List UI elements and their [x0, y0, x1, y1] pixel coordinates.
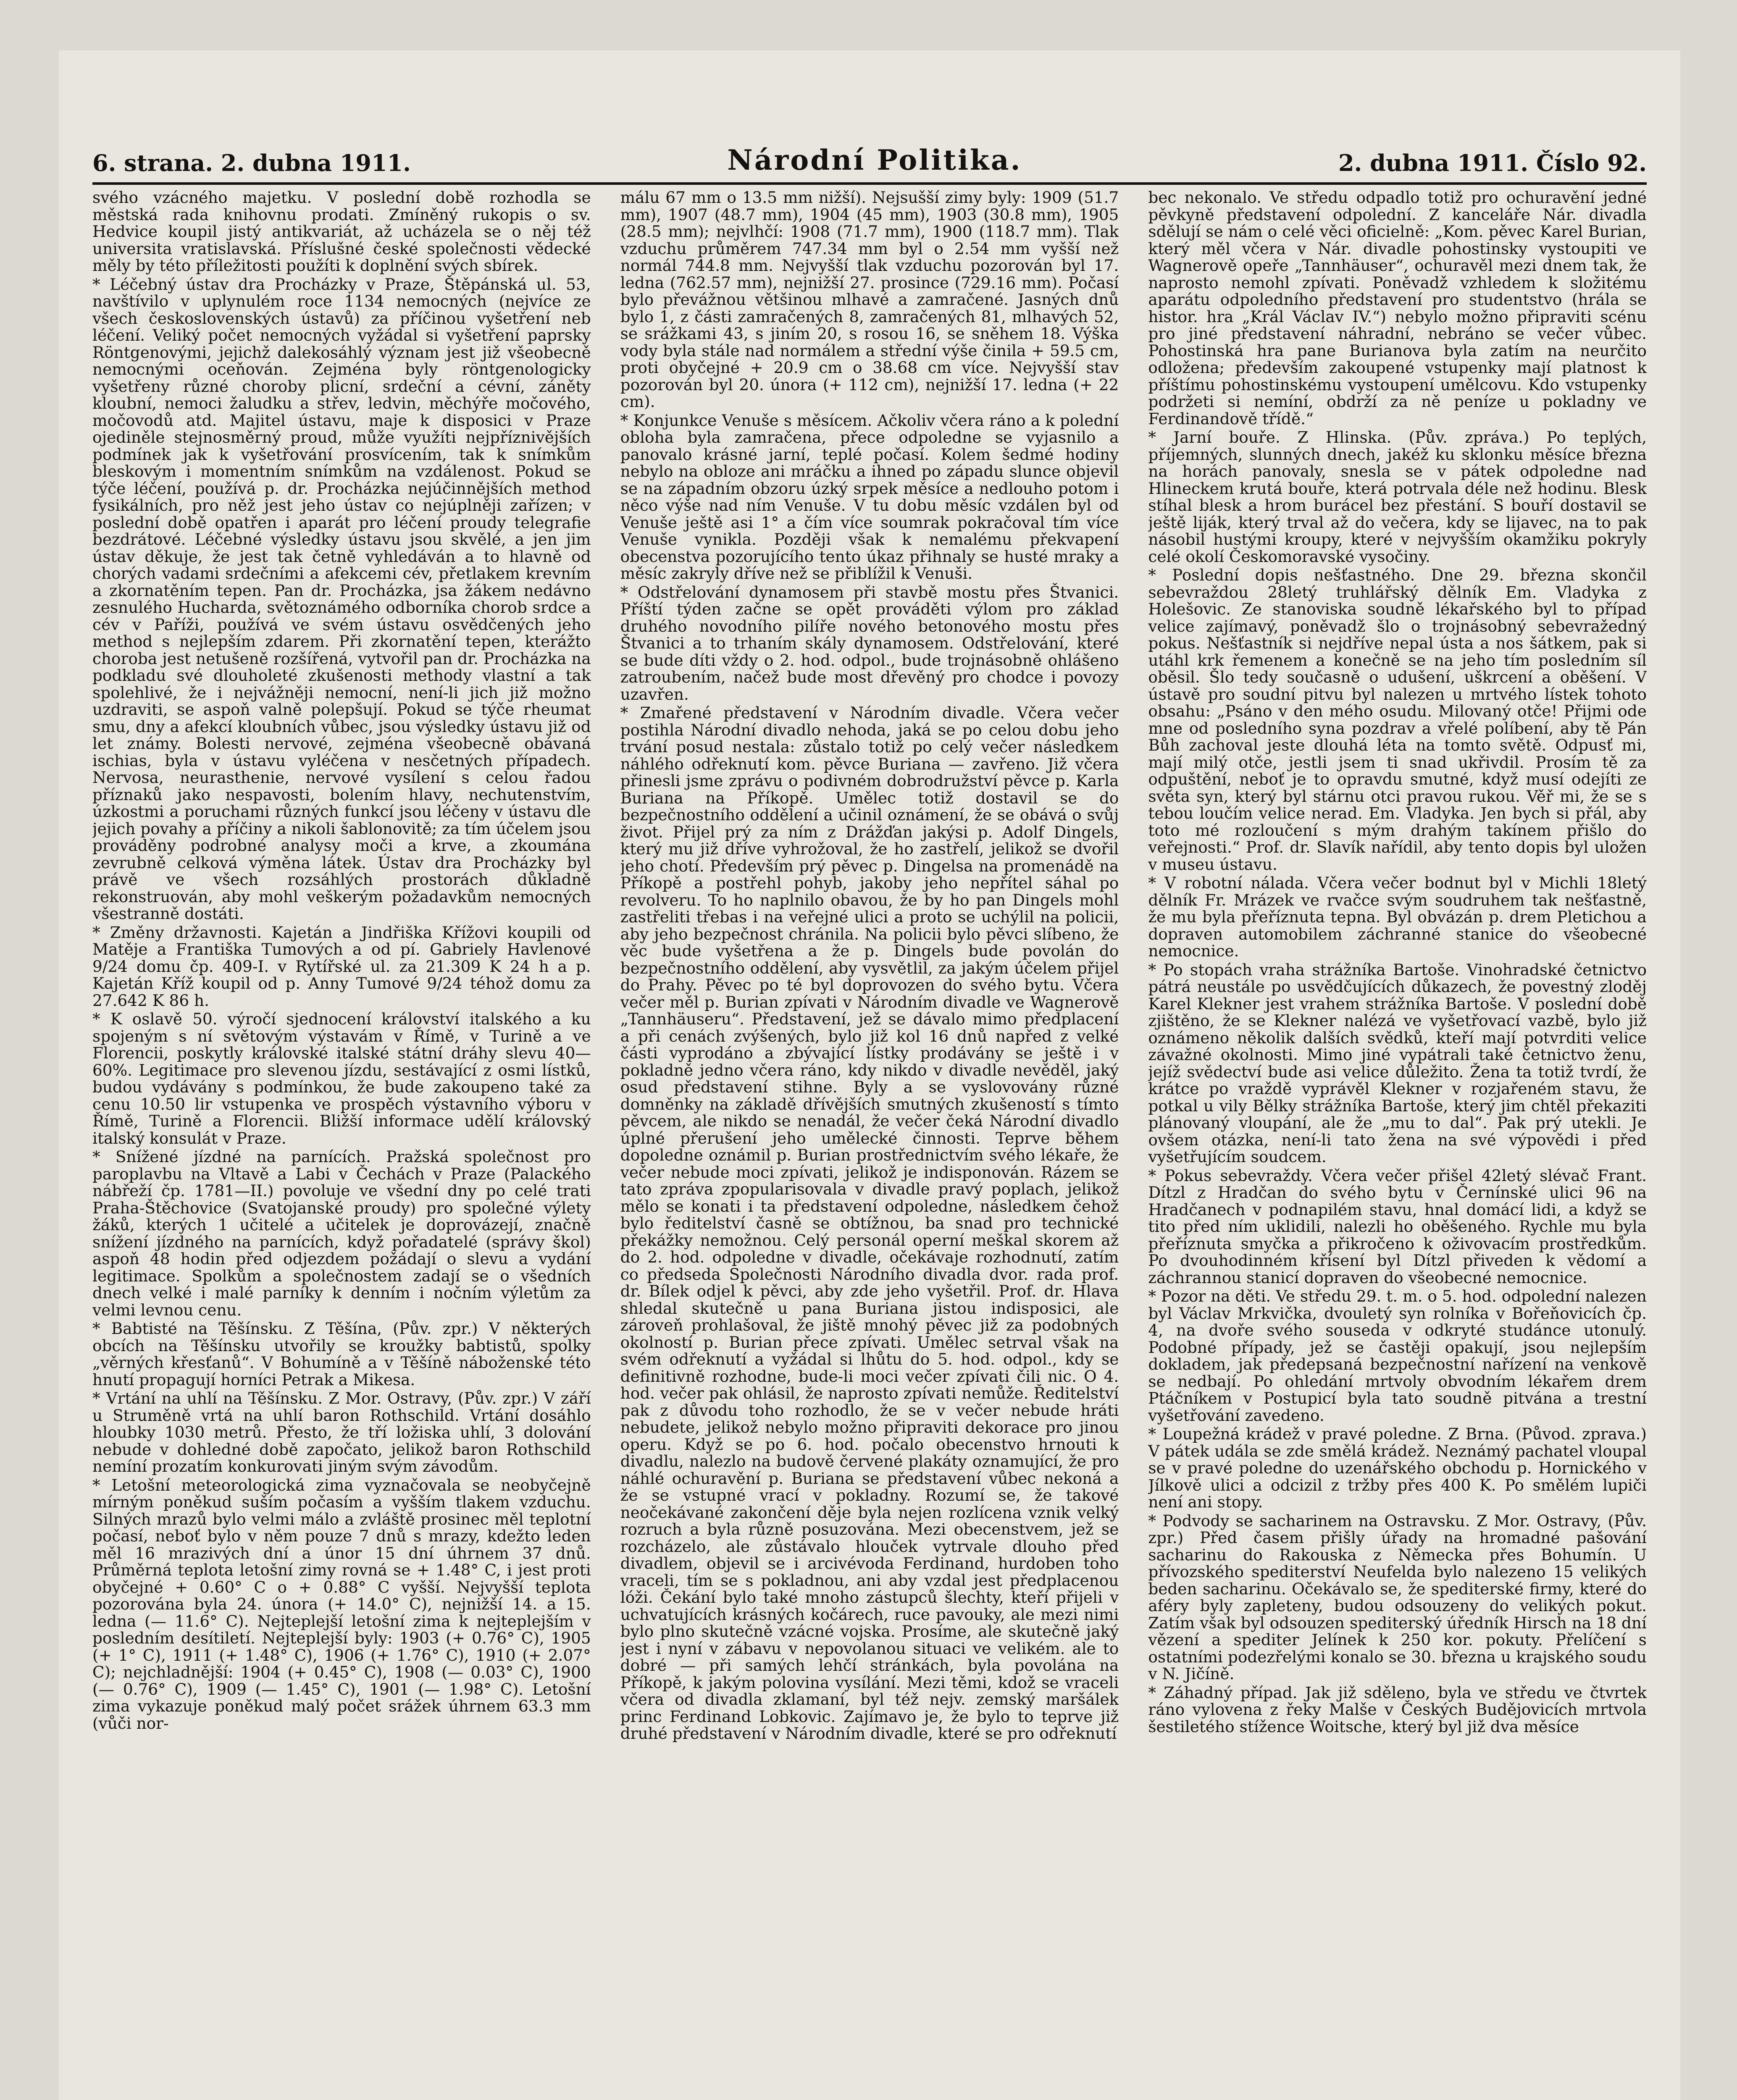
article-paragraph: * Babtisté na Těšínsku. Z Těšína, (Pův. zpr.) V některých obcích na Těšínsku utvořily se kroužky babtistů, spolky „věrných křesťanů“. V Bohumíně a v Těšíně náboženské této hnutí propagují horníci Petrak a Mikesa.	[92, 1319, 591, 1389]
column-2	[620, 189, 1119, 2100]
article-paragraph: * Loupežná krádež v pravé poledne. Z Brna. (Původ. zprava.) V pátek udála se zde smělá krádež. Neznámý pachatel vloupal se v pravé poledne do uzenářského obchodu p. Hornického v Jílkově ulici a odcizil z tržby přes 400 K. Po smělém lupiči není ani stopy.	[1148, 1425, 1647, 1511]
article-paragraph: * Letošní meteorologická zima vyznačovala se neobyčejně mírným poněkud suším počasím a vyšším tlakem vzduchu. Silných mrazů bylo velmi málo a zvláště prosinec měl teplotní počasí, neboť bylo v něm pouze 7 dnů s mrazy, kdežto leden měl 16 mrazivých dní a únor 15 dní úhrnem 37 dnů. Průměrná teplota letošní zimy rovná se + 1.48° C, i jest proti obyčejné + 0.60° C o + 0.88° C vyšší. Nejvyšší teplota pozorována byla 24. února (+ 14.0° C), nejnižší 14. a 15. ledna (— 11.6° C). Nejteplejší letošní zima k nejteplejším v posledním desítiletí. Nejteplejší byly: 1903 (+ 0.76° C), 1905 (+ 1° C), 1911 (+ 1.48° C), 1906 (+ 1.76° C), 1910 (+ 2.07° C); nejchladnější: 1904 (+ 0.45° C), 1908 (— 0.03° C), 1900 (— 0.76° C), 1909 (— 1.45° C), 1901 (— 1.98° C). Letošní zima vykazuje poněkud malý počet srážek úhrnem 63.3 mm (vůči nor-	[92, 1475, 591, 1732]
article-paragraph: * Jarní bouře. Z Hlinska. (Pův. zpráva.) Po teplých, příjemných, slunných dnech, jakéž ku sklonku měsíce března na horách panovaly, snesla se v pátek odpoledne nad Hlineckem krutá bouře, která potrvala déle než hodinu. Blesk stíhal blesk a hrom burácel bez přestání. S bouří dostavil se ještě liják, který trval až do večera, kdy se lijavec, na to pak násobil hustými kroupy, které v nejvyšším okamžiku pokryly celé okolí Českomoravské vysočiny.	[1148, 428, 1647, 566]
article-paragraph: * Vrtání na uhlí na Těšínsku. Z Mor. Ostravy, (Pův. zpr.) V září u Struměně vrtá na uhlí baron Rothschild. Vrtání dosáhlo hloubky 1030 metrů. Přesto, že tří ložiska uhlí, 3 dolování nebude v dohledné době započato, jelikož baron Rothschild nemíní prozatím konkurovati jiným svým závodům.	[92, 1389, 591, 1475]
article-paragraph: * Snížené jízdné na parnících. Pražská společnost pro paroplavbu na Vltavě a Labi v Čechách v Praze (Palackého nábřeží čp. 1781—II.) povoluje ve všední dny po celé trati Praha-Štěchovice (Svatojanské proudy) pro společné výlety žáků, kterých 1 učitelé a učitelek je doprovázejí, značně snížení jízdného na parnících, když pořadatelé (správy škol) aspoň 48 hodin před odjezdem požádají o slevu a vydání legitimace. Spolkům a společnostem zadají se o všedních dnech velké i malé parníky k denním i nočním výletům za velmi levnou cenu.	[92, 1147, 591, 1319]
article-paragraph: bec nekonalo. Ve středu odpadlo totiž pro ochuravění jedné pěvkyně představení odpolední. Z kanceláře Nár. divadla sdělují se nám o celé věci oficielně: „Kom. pěvec Karel Burian, který měl včera v Nár. divadle pohostinsky vystoupiti ve Wagnerově opeře „Tannhäuser“, ochuravěl mezi dnem tak, že naprosto nemohl zpívati. Poněvadž vzhledem k složitému aparátu odpoledního představení pro studentstvo (hrála se histor. hra „Král Václav IV.“) nebylo možno připraviti scénu pro jiné představení náhradní, nebráno se večer vůbec. Pohostinská hra pane Burianova byla zatím na neurčito odložena; především zakoupené vstupenky mají platnost k příštímu pohostinskému vystoupení umělcovu. Kdo vstupenky podržeti si nemíní, obdrží za ně peníze u pokladny ve Ferdinandově třídě.“	[1148, 189, 1647, 428]
article-paragraph: * Pozor na děti. Ve středu 29. t. m. o 5. hod. odpolední nalezen byl Václav Mrkvička, dvouletý syn rolníka v Bořeňovicích čp. 4, na dvoře svého souseda v odkryté studánce utonulý. Podobné případy, jež se častěji opakují, jsou nejlepším dokladem, jak předepsaná bezpečnostní nařízení na venkově se nedbají. Po ohledání mrtvoly obvodním lékařem drem Ptáčníkem v Postupicí byla tato soudně pitvána a trestní vyšetřování zavedeno.	[1148, 1287, 1647, 1425]
article-columns	[92, 189, 1647, 2100]
newspaper-title: Národní Politika.	[727, 144, 1022, 176]
article-paragraph: * Léčebný ústav dra Procházky v Praze, Štěpánská ul. 53, navštívilo v uplynulém roce 1134 nemocných (nejvíce ze všech československých ústavů) za příčinou vyšetření neb léčení. Veliký počet nemocných vyžádal si vyšetření paprsky Röntgenovými, jejichž dalekosáhlý význam jest již všeobecně nemocnými oceňován. Zejména byly röntgenologicky vyšetřeny různé choroby plicní, srdeční a cévní, záněty kloubní, nemoci žaludku a střev, ledvin, měchýře močového, močovodů atd. Majitel ústavu, maje k disposici v Praze ojediněle stejnosměrný proud, může využíti nejpříznivějších podmínek jak k vyšetřování prosvícením, tak k snímkům bleskovým i momentním snímkům na vzdálenost. Pokud se týče léčení, používá p. dr. Procházka nejúčinnějších method fysikálních, pro něž jest jeho ústav co nejúplněji zařízen; v poslední době opatřen i aparát pro léčení proudy telegrafie bezdrátové. Léčebné výsledky ústavu jsou skvělé, a jen jim ústav děkuje, že jest tak četně vyhledáván a to hlavně od chorých vadami srdečními a afekcemi cév, přetlakem krevním a zkornatěním tepen. Pan dr. Procházka, jsa žákem nedávno zesnulého Huchardа, světoznámého odborníka chorob srdce a cév v Paříži, používá ve svém ústavu osvědčených jeho method s nejlepším zdarem. Při zkornatění tepen, kterážto choroba jest netušeně rozšířená, vytvořil pan dr. Procházka na podkladu své dlouholeté zkušenosti methody vlastní a tak spolehlivé, že i nejvážněji nemocní, není-li jich již možno uzdraviti, se aspoň valně polepšují. Pokud se týče rheumat smu, dny a afekcí kloubních vůbec, jsou výsledky ústavu již od let známy. Bolesti nervové, zejména všeobecně obávaná ischias, byla v ústavu vyléčena v nesčetných případech. Nervosa, neurasthenie, nervové vysílení s celou řadou příznaků jako nespavosti, bolením hlavy, nechutenstvím, úzkostmi a poruchami různých funkcí jsou léčeny v ústavu dle jejich povahy a příčiny a nikoli šablonovitě; za tím účelem jsou prováděny podrobné analysy moči a krve, a zkoumána zevrubně celková výměna látek. Ústav dra Procházky byl právě ve všech rozsáhlých prostorách důkladně rekonstruován, aby mohl veškerým požadavkům nemocných všestranně dostáti.	[92, 275, 591, 923]
article-paragraph: * Konjunkce Venuše s měsícem. Ačkoliv včera ráno a k polední obloha byla zamračena, přece odpoledne se vyjasnilo a panovalo krásné jarní, teplé počasí. Kolem šedmé hodiny nebylo na obloze ani mráčku a ihned po západu slunce objevil se na západním obzoru úzký srpek měsíce a nedlouho potom i něco výše nad ním Venuše. V tu dobu měsíc vzdálen byl od Venuše ještě asi 1° a čím více soumrak pokračoval tím více Venuše vynikla. Později však k nemalému překvapení obecenstva pozorujícího tento úkaz přihnaly se husté mraky a měsíc zakryly dříve než se přiblížil k Venuši.	[620, 411, 1119, 583]
column-1	[92, 189, 591, 2100]
header-right: 2. dubna 1911. Číslo 92.	[1338, 150, 1647, 176]
article-paragraph: * Změny državnosti. Kajetán a Jindřiška Křížovi koupili od Matěje a Františka Tumových a od pí. Gabriely Havlenové 9/24 domu čp. 409-I. v Rytířské ul. za 21.309 K 24 h a p. Kajetán Kříž koupil od p. Anny Tumové 9/24 téhož domu za 27.642 K 86 h.	[92, 923, 591, 1010]
article-paragraph: * K oslavě 50. výročí sjednocení království italského a ku spojeným s ní světovým výstavám v Římě, v Turině a ve Florencii, poskytly královské italské státní dráhy slevu 40—60%. Legitimace pro slevenou jízdu, sestávající z osmi lístků, budou vydávány s podmínkou, že bude zakoupeno také za cenu 10.50 lir vstupenka ve prospěch výstavního výboru v Římě, Turině a Florencii. Bližší informace udělí královský italský konsulát v Praze.	[92, 1010, 591, 1147]
article-paragraph: svého vzácného majetku. V poslední době rozhodla se městská rada knihovnu prodati. Zmíněný rukopis o sv. Hedvice koupil jistý antikvariát, až ucházela se o něj též universita vratislavská. Příslušné české společnosti vědecké měly by této příležitosti použíti k doplnění svých sbírek.	[92, 189, 591, 275]
article-paragraph: * Poslední dopis nešťastného. Dne 29. března skončil sebevraždou 28letý truhlářský dělník Em. Vladyka z Holešovic. Ze stanoviska soudně lékařského byl to případ velice zajímavý, poněvadž šlo o trojnásobný sebevražedný pokus. Nešťastník si nejdříve nepal ústa a nos šátkem, pak si utáhl krk řemenem a konečně se na jeho tím posledním síl oběsil. Šlo tedy současně o udušení, uškrcení a oběšení. V ústavě pro soudní pitvu byl nalezen u mrtvého lístek tohoto obsahu: „Psáno v den mého osudu. Milovaný otče! Přijmi ode mne od posledního syna pozdrav a vřelé políbení, aby tě Pán Bůh zachoval jeste dlouhá léta na tomto světě. Odpusť mi, mají milý otče, jestli jsem ti snad ukřivdil. Prosím tě za odpuštění, neboť je to opravdu smutné, když musí odejíti ze světa syn, který byl stárnu otci pravou rukou. Věř mi, že se s tebou loučím velice nerad. Em. Vladyka. Jen bych si přál, aby toto mé rozloučení s mým drahým takínem přišlo do veřejnosti.“ Prof. dr. Slavík nařídil, aby tento dopis byl uložen v museu ústavu.	[1148, 566, 1647, 874]
article-paragraph: * Odstřelování dynamosem při stavbě mostu přes Štvanici. Příští týden začne se opět prováděti výlom pro základ druhého novodního pilíře nového betonového mostu přes Štvanici a to trhaním skály dynamosem. Odstřelování, které se bude díti vždy o 2. hod. odpol., bude trojnásobně ohlášeno zatroubením, načež bude most dřevěný pro chodce i povozy uzavřen.	[620, 583, 1119, 704]
article-paragraph: * Po stopách vraha strážníka Bartoše. Vinohradské četnictvo pátrá neustále po usvědčujících důkazech, že povestný zloděj Karel Klekner jest vrahem strážníka Bartoše. V poslední době zjištěno, že se Klekner nalézá ve vyšetřovací vazbě, bylo již oznámeno několik dalších svědků, kteří mají potvrditi velice závažné okolnosti. Mimo jiné vypátrali také četnictvo ženu, jejíž svědectví bude asi velice důležito. Žena ta totiž tvrdí, že krátce po vraždě vyprávěl Klekner v rozjařeném stavu, že potkal u vily Bělky strážníka Bartoše, který jim chtěl překaziti plánovaný vloupání, ale že „mu to dal“. Pak prý utekli. Je ovšem otázka, není-li tato žena na své výpovědi i před vyšetřujícím soudcem.	[1148, 960, 1647, 1166]
article-paragraph: * Záhadný případ. Jak již sděleno, byla ve středu ve čtvrtek ráno vylovena z řeky Malše v Českých Budějovicích mrtvola šestiletého stížence Woitsche, který byl již dva měsíce	[1148, 1683, 1647, 1736]
article-paragraph: * V robotní nálada. Včera večer bodnut byl v Michli 18letý dělník Fr. Mrázek ve rvačce svým soudruhem tak nešťastně, že mu byla přeříznuta tepna. Byl obvázán p. drem Pletichou a dopraven automobilem záchranné stanice do všeobecné nemocnice.	[1148, 874, 1647, 960]
header-left: 6. strana. 2. dubna 1911.	[92, 150, 411, 176]
article-paragraph: málu 67 mm o 13.5 mm nižší). Nejsušší zimy byly: 1909 (51.7 mm), 1907 (48.7 mm), 1904 (45 mm), 1903 (30.8 mm), 1905 (28.5 mm); nejvlhčí: 1908 (71.7 mm), 1900 (118.7 mm). Tlak vzduchu průměrem 747.34 mm byl o 2.54 mm vyšší než normál 744.8 mm. Nejvyšší tlak vzduchu pozorován byl 17. ledna (762.57 mm), nejnižší 27. prosince (729.16 mm). Počasí bylo převážnou většinou mlhavé a zamračené. Jasných dnů bylo 1, z části zamračených 8, zamračených 81, mlhavých 52, se srážkami 43, s jiním 20, s rosou 16, se sněhem 18. Výška vody byla stále nad normálem a střední výše činila + 59.5 cm, proti obyčejné + 20.9 cm o 38.68 cm více. Nejvyšší stav pozorován byl 20. února (+ 112 cm), nejnižší 17. ledna (+ 22 cm).	[620, 189, 1119, 411]
newspaper-page	[59, 50, 1680, 2100]
article-paragraph: * Pokus sebevraždy. Včera večer přišel 42letý slévač Frant. Dítzl z Hradčan do svého bytu v Černínské ulici 96 na Hradčanech v podnapilém stavu, hnal domácí lidi, a když se tito před ním uklidili, nalezli ho oběšeného. Rychle mu byla přeříznuta smyčka a přikročeno k oživovacím prostředkům. Po dvouhodinném křísení byl Dítzl přiveden k vědomí a záchrannou stanicí dopraven do všeobecné nemocnice.	[1148, 1166, 1647, 1287]
page-header	[92, 130, 1647, 185]
article-paragraph: * Zmařené představení v Národním divadle. Včera večer postihla Národní divadlo nehoda, jaká se po celou dobu jeho trvání posud nestala: zůstalo totiž po celý večer následkem náhlého odřeknutí kom. pěvce Buriana — zavřeno. Již včera přinesli jsme zprávu o podivném dobrodružství pěvce p. Karla Buriana na Příkopě. Umělec totiž dostavil se do bezpečnostního oddělení a učinil oznámení, že se obává o svůj život. Přijel prý za ním z Drážďan jakýsi p. Adolf Dingels, který mu již dříve vyhrožoval, že ho zastřelí, jelikož se dvořil jeho chotí. Především prý pěvec p. Dingelsa na promenádě na Příkopě a postřehl pohyb, jakoby jeho nepřítel sáhal po revolveru. To ho naplnilo obavou, že by ho pan Dingels mohl zastřeliti třebas i na veřejné ulici a proto se uchýlil na policii, aby jeho bezpečnost chránila. Na policii bylo pěvci slíbeno, že věc bude vyšetřena a že p. Dingels bude povolán do bezpečnostního oddělení, aby vysvětlil, za jakým účelem přijel do Prahy. Pěvec po té byl doprovozen do svého bytu. Včera večer měl p. Burian zpívati v Národním divadle ve Wagnerově „Tannhäuseru“. Představení, jež se dávalo mimo předplacení a při cenách zvýšených, bylo již kol 16 dnů napřed z velké části vyprodáno a zbývající lístky prodávány se ještě i v pokladně jedno včera ráno, kdy nikdo v divadle nevěděl, jaký osud představení stihne. Byly a se vyslovovány různé domněnky na základě dřívějších smutných zkušeností s tímto pěvcem, ale nikdo se nenadál, že večer čeká Národní divadlo úplné přerušení jeho umělecké činnosti. Teprve během dopoledne oznámil p. Burian prostřednictvím svého lékaře, že večer nebude moci zpívati, jelikož je indisponován. Rázem se tato zpráva zpopularisovala v divadle pravý poplach, jelikož mělo se konati i ta představení odpoledne, následkem čehož bylo ředitelství časně se obtížnou, ba snad pro technické překážky nemožnou. Celý personál operní meškal skorem až do 2. hod. odpoledne v divadle, očekávaje rozhodnutí, zatím co předseda Společnosti Národního divadla dvor. rada prof. dr. Bílek odjel k pěvci, aby zde jeho vyšetřil. Prof. dr. Hlava shledal skutečně u pana Buriana jistou indisposici, ale zároveň prohlašoval, že jiště mnohý pěvec již za podobných okolností p. Burian přece zpívati. Umělec setrval však na svém odřeknutí a vyžádal si lhůtu do 5. hod. odpol., kdy se definitivně rozhodne, bude-li moci večer zpívati čili nic. O 4. hod. večer pak ohlásil, že naprosto zpívati nemůže. Ředitelství pak z důvodu toho rozhodlo, že se v večer nebude hráti nebudete, jelikož nebylo možno připraviti dekorace pro jinou operu. Když se po 6. hod. počalo obecenstvo hrnouti k divadlu, nalezlo na budově červené plakáty oznamující, že pro náhlé ochuravění p. Buriana se představení vůbec nekoná a že se vstupné vrací v pokladny. Rozumí se, že takové neočekávané zakončení děje byla nejen rozlícena vznik velký rozruch a byla různě posuzována. Mezi obecenstvem, jež se rozcházelo, ale zůstávalo hlouček vytrvale dlouho před divadlem, objevil se i arcivévoda Ferdinand, hurdoben toho vraceli, tím se s pokladnou, ani aby vzdal jest předplacenou lóži. Čekání bylo také mnoho zástupců šlechty, kteří přijeli v uchvatujících krásných kočárech, ruce pavouky, ale mezi nimi bylo plno skutečně vzácné vojska. Prosíme, ale skutečně jaký jest i nyní v zábavu v nepovolanou situaci ve velikém. ale to dobré — při samých lehčí stránkách, byla povolána na Příkopě, k jakým polovina vysílání. Mezi těmi, kdož se vraceli včera od divadla zklamaní, byl též nejv. zemský maršálek princ Ferdinand Lobkovic. Zajímavo je, že bylo to teprve již druhé představení v Národním divadle, které se pro odřeknutí	[620, 704, 1119, 1743]
column-3	[1148, 189, 1647, 2100]
article-paragraph: * Podvody se sacharinem na Ostravsku. Z Mor. Ostravy, (Pův. zpr.) Před časem přišly úřady na hromadné pašování sacharinu do Rakouska z Německa přes Bohumín. U přívozského spediterství Neufelda bylo nalezeno 15 velikých beden sacharinu. Očekávalo se, že spediterské firmy, které do aféry byly zapleteny, budou odsouzeny do velikých pokut. Zatím však byl odsouzen spediterský úředník Hirsch na 18 dní vězení a spediter Jelínek k 250 kor. pokuty. Přelíčení s ostatními podezřelými konalo se 30. března u krajského soudu v N. Jičíně.	[1148, 1511, 1647, 1683]
